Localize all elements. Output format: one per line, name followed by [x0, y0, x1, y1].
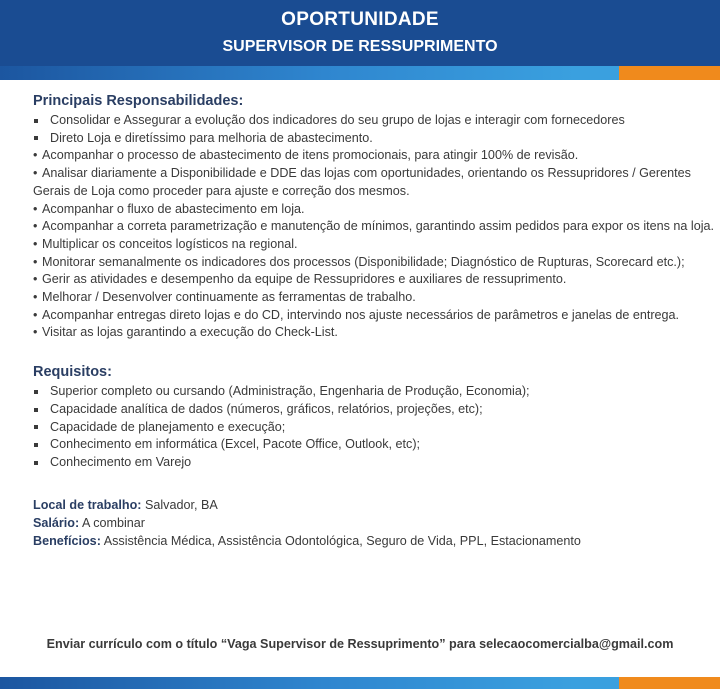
main-content [33, 92, 717, 550]
requirement-item [33, 383, 717, 401]
responsibility-text: Gerir as atividades e desempenho da equipe de Ressupridores e auxiliares de ressuprimento. [42, 272, 567, 287]
square-bullet-icon [33, 419, 50, 437]
square-bullet-icon [33, 401, 50, 419]
location-line [33, 496, 717, 514]
responsibility-item [33, 147, 717, 165]
responsibility-item [33, 236, 717, 254]
responsibility-text: Analisar diariamente a Disponibilidade e DDE das lojas com oportunidades, orientando os Ressupridores / Gerentes Gerais de Loja como proceder para ajuste e correção dos mesmos. [33, 166, 691, 198]
square-bullet-icon [33, 383, 50, 401]
header-banner [0, 0, 720, 66]
requirement-text: Capacidade de planejamento e execução; [50, 419, 286, 434]
requirement-text: Conhecimento em informática (Excel, Pacote Office, Outlook, etc); [50, 437, 421, 452]
dot-bullet-icon [33, 271, 42, 289]
responsibility-text: Visitar as lojas garantindo a execução do Check-List. [42, 325, 338, 340]
requirement-text: Conhecimento em Varejo [50, 454, 192, 469]
responsibility-item [33, 218, 717, 236]
responsibility-item [33, 271, 717, 289]
responsibility-item [33, 130, 717, 148]
dot-bullet-icon [33, 201, 42, 219]
requirement-item [33, 419, 717, 437]
dot-bullet-icon [33, 289, 42, 307]
responsibility-text: Monitorar semanalmente os indicadores dos processos (Disponibilidade; Diagnóstico de Rupturas, Scorecard etc.); [42, 254, 685, 269]
responsibility-text: Multiplicar os conceitos logísticos na regional. [42, 236, 298, 251]
bottom-decorative-stripe [0, 677, 720, 689]
application-instructions: Enviar currículo com o título “Vaga Supervisor de Ressuprimento” para selecaocomercialba@gmail.com [46, 637, 674, 651]
dot-bullet-icon [33, 307, 42, 325]
location-label: Local de trabalho: [33, 497, 142, 512]
benefits-value: Assistência Médica, Assistência Odontológica, Seguro de Vida, PPL, Estacionamento [100, 533, 581, 548]
dot-bullet-icon [33, 254, 42, 272]
salary-line [33, 514, 717, 532]
responsibility-text: Consolidar e Assegurar a evolução dos indicadores do seu grupo de lojas e interagir com fornecedores [50, 113, 625, 127]
salary-value: A combinar [79, 515, 146, 530]
responsibility-item [33, 254, 717, 272]
requirement-text: Capacidade analítica de dados (números, gráficos, relatórios, projeções, etc); [50, 401, 483, 416]
dot-bullet-icon [33, 165, 42, 183]
requirement-item [33, 454, 717, 472]
benefits-label: Benefícios: [33, 533, 101, 548]
responsibility-text: Acompanhar o processo de abastecimento de itens promocionais, para atingir 100% de revisão. [42, 148, 579, 163]
top-decorative-stripe [0, 66, 720, 80]
responsibilities-list [33, 112, 717, 342]
responsibility-text: Acompanhar entregas direto lojas e do CD, intervindo nos ajuste necessários de parâmetros e janelas de entrega. [42, 307, 680, 322]
square-bullet-icon [33, 454, 50, 472]
responsibility-text: Acompanhar a correta parametrização e manutenção de mínimos, garantindo assim pedidos para expor os itens na loja. [42, 219, 715, 234]
location-value: Salvador, BA [141, 497, 218, 512]
job-info [33, 496, 717, 550]
responsibility-text: Melhorar / Desenvolver continuamente as ferramentas de trabalho. [42, 290, 416, 305]
salary-label: Salário: [33, 515, 80, 530]
page-title: OPORTUNIDADE [281, 9, 439, 30]
benefits-line [33, 532, 717, 550]
responsibility-item [33, 307, 717, 325]
requirements-heading: Requisitos: [33, 364, 112, 381]
responsibility-text: Acompanhar o fluxo de abastecimento em loja. [42, 201, 305, 216]
dot-bullet-icon [33, 218, 42, 236]
responsibility-item [33, 165, 717, 200]
requirement-text: Superior completo ou cursando (Administração, Engenharia de Produção, Economia); [50, 384, 530, 399]
requirement-item [33, 401, 717, 419]
responsibility-item [33, 289, 717, 307]
dot-bullet-icon [33, 236, 42, 254]
responsibility-item [33, 201, 717, 219]
responsibilities-heading: Principais Responsabilidades: [33, 93, 244, 109]
dot-bullet-icon [33, 324, 42, 342]
responsibility-text: Direto Loja e diretíssimo para melhoria de abastecimento. [50, 130, 373, 145]
requirements-list [33, 383, 717, 472]
job-title: SUPERVISOR DE RESSUPRIMENTO [222, 38, 498, 55]
square-bullet-icon [33, 130, 50, 148]
dot-bullet-icon [33, 147, 42, 165]
square-bullet-icon [33, 112, 50, 130]
square-bullet-icon [33, 436, 50, 454]
responsibility-item [33, 324, 717, 342]
responsibility-item [33, 112, 717, 130]
requirement-item [33, 436, 717, 454]
